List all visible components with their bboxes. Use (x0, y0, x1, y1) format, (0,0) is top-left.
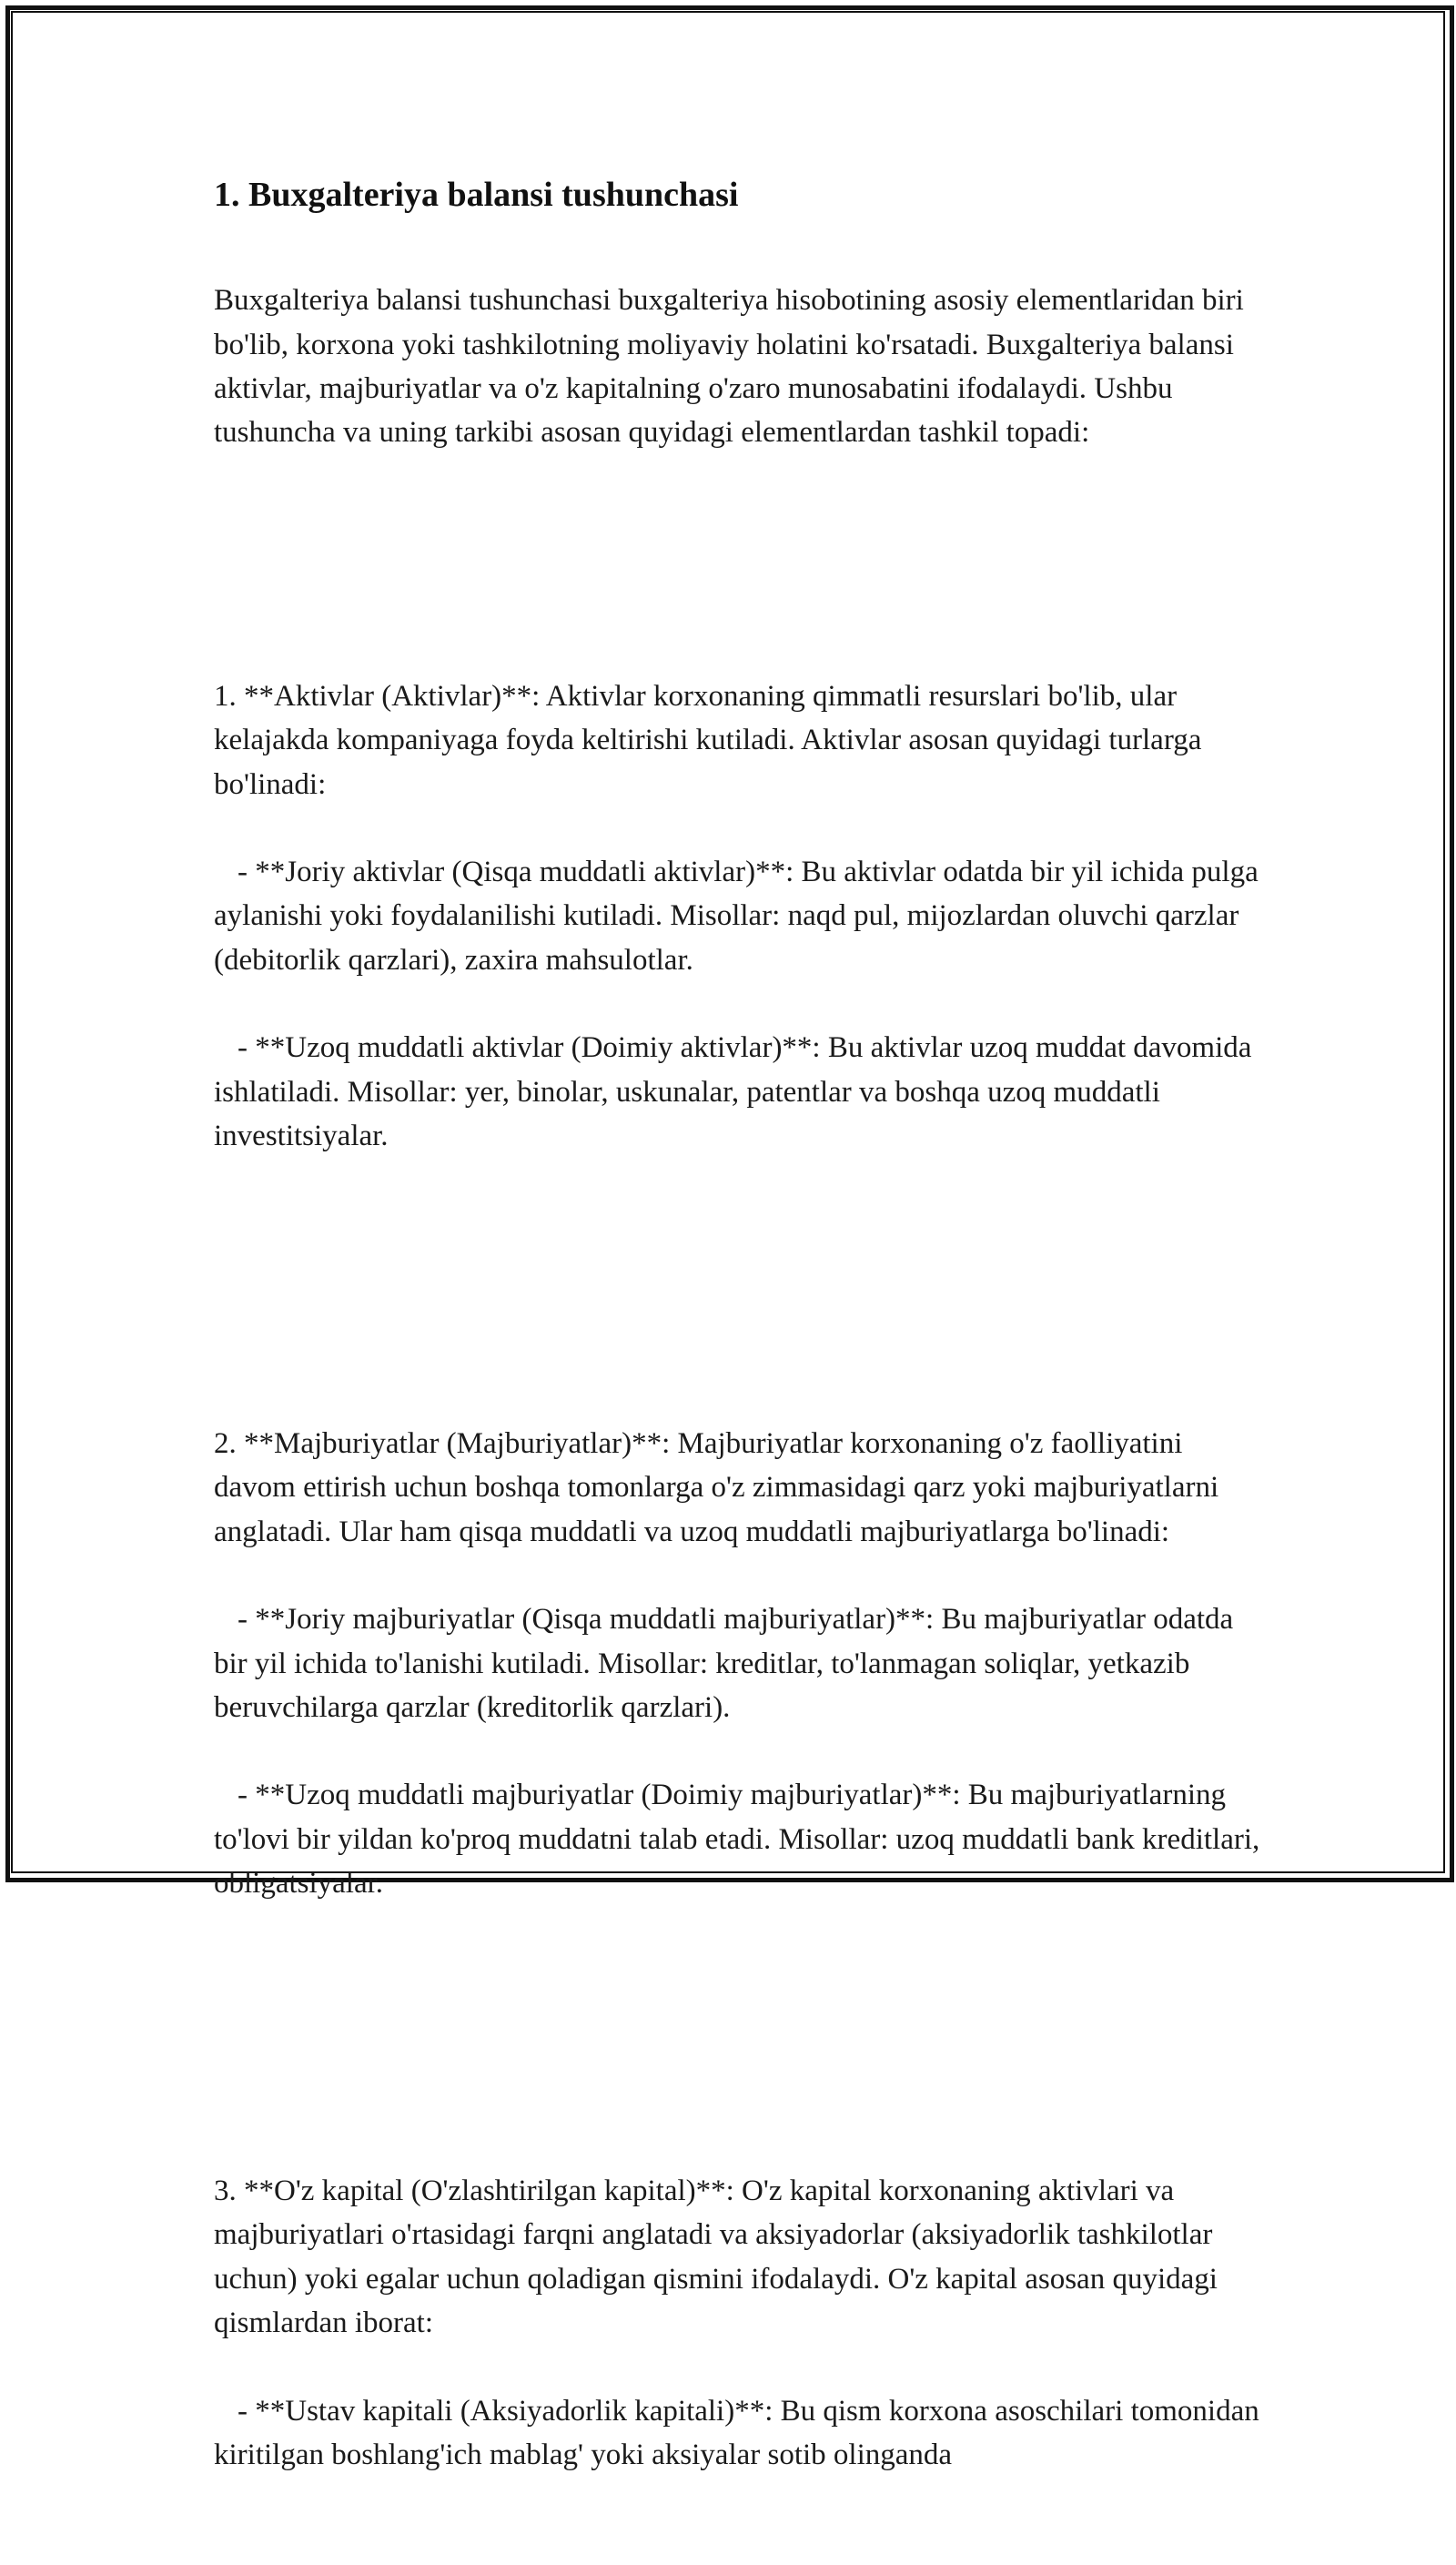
section-equity (214, 2125, 1260, 2521)
paragraph-gap (214, 1246, 1260, 1290)
paragraph-gap (214, 1993, 1260, 2037)
list-item (214, 850, 1260, 982)
document-body (214, 171, 1260, 2565)
section-liabilities (214, 1378, 1260, 1950)
document-title: 1. Buxgalteriya balansi tushunchasi (214, 176, 739, 214)
list-item-text: - **Uzoq muddatli majburiyatlar (Doimiy majburiyatlar)**: Bu majburiyatlarning to'lovi bir yildan ko'proq muddatni talab etadi. Misollar: uzoq muddatli bank kreditlari, obligatsiyalar. (214, 1779, 1260, 1900)
intro-paragraph: Buxgalteriya balansi tushunchasi buxgalteriya hisobotining asosiy elementlaridan biri bo'lib, korxona yoki tashkilotning moliyaviy holatini ko'rsatadi. Buxgalteriya balansi aktivlar, majburiyatlar va o'z kapitalning o'zaro munosabatini ifodalaydi. Ushbu tushuncha va uning tarkibi asosan quyidagi elementlardan tashkil topadi: (214, 284, 1244, 450)
list-item (214, 2389, 1260, 2478)
list-item (214, 1597, 1260, 1729)
document-text (214, 235, 1260, 2565)
list-item-text: - **Joriy aktivlar (Qisqa muddatli aktivlar)**: Bu aktivlar odatda bir yil ichida pulga aylanishi yoki foydalanilishi kutiladi. Misollar: naqd pul, mijozlardan oluvchi qarzlar (debitorlik qarzlari), zaxira mahsulotlar. (214, 856, 1259, 977)
list-item (214, 1773, 1260, 1905)
section-lead: 3. **O'z kapital (O'zlashtirilgan kapital)**: O'z kapital korxonaning aktivlari va majburiyatlari o'rtasidagi farqni anglatadi va aksiyadorlar (aksiyadorlik tashkilotlar uchun) yoki egalar uchun qoladigan qismini ifodalaydi. O'z kapital asosan quyidagi qismlardan iborat: (214, 2175, 1218, 2339)
list-item-text: - **Joriy majburiyatlar (Qisqa muddatli majburiyatlar)**: Bu majburiyatlar odatda bir yil ichida to'lanishi kutiladi. Misollar: kreditlar, to'lanmagan soliqlar, yetkazib beruvchilarga qarzlar (kreditorlik qarzlari). (214, 1603, 1234, 1724)
list-item-text: - **Uzoq muddatli aktivlar (Doimiy aktivlar)**: Bu aktivlar uzoq muddat davomida ishlatiladi. Misollar: yer, binolar, uskunalar, patentlar va boshqa uzoq muddatli investitsiyalar. (214, 1031, 1252, 1152)
list-item-text: - **Ustav kapitali (Aksiyadorlik kapitali)**: Bu qism korxona asoschilari tomonidan kiritilgan boshlang'ich mablag' yoki aksiyalar sotib olinganda (214, 2394, 1259, 2471)
list-item (214, 1026, 1260, 1158)
paragraph-gap (214, 499, 1260, 542)
section-assets (214, 631, 1260, 1202)
section-lead: 2. **Majburiyatlar (Majburiyatlar)**: Majburiyatlar korxonaning o'z faolliyatini davom ettirish uchun boshqa tomonlarga o'z zimmasidagi qarz yoki majburiyatlarni anglatadi. Ular ham qisqa muddatli va uzoq muddatli majburiyatlarga bo'linadi: (214, 1427, 1219, 1548)
section-lead: 1. **Aktivlar (Aktivlar)**: Aktivlar korxonaning qimmatli resurslari bo'lib, ular kelajakda kompaniyaga foyda keltirishi kutiladi. Aktivlar asosan quyidagi turlarga bo'linadi: (214, 679, 1202, 801)
